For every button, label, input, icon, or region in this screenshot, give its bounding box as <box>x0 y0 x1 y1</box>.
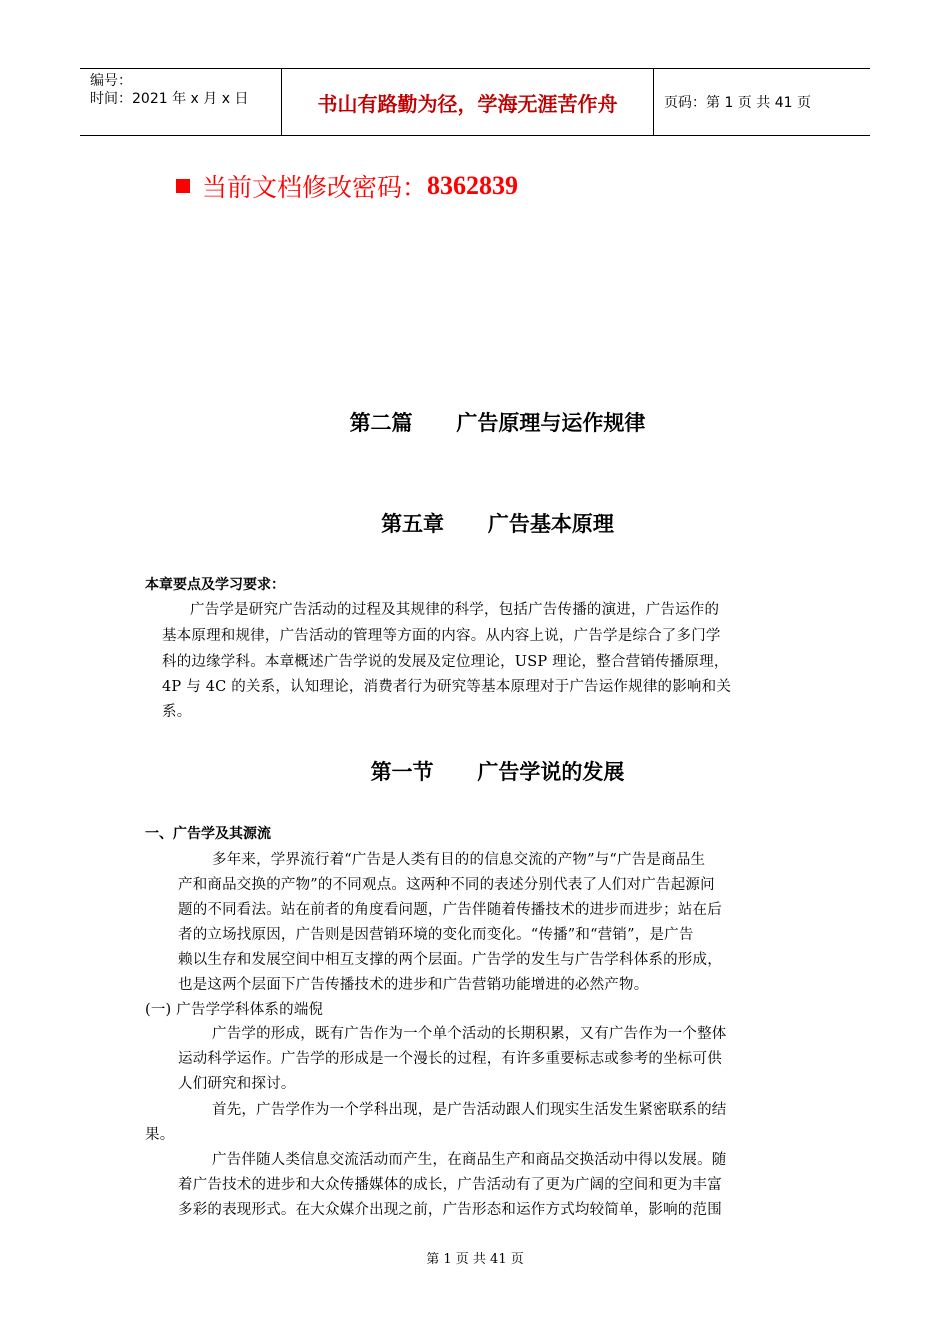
sub-item-heading: (一) 广告学学科体系的端倪 <box>145 1002 324 1018</box>
intro-line: 广告学是研究广告活动的过程及其规律的科学，包括广告传播的演进，广告运作的 <box>190 602 720 618</box>
body-line: 赖以生存和发展空间中相互支撑的两个层面。广告学的发生与广告学科体系的形成， <box>178 952 722 968</box>
body-line: 运动科学运作。广告学的形成是一个漫长的过程，有许多重要标志或参考的坐标可供 <box>178 1051 722 1067</box>
header-meta <box>80 69 282 135</box>
body-line: 多彩的表现形式。在大众媒介出现之前，广告形态和运作方式均较简单，影响的范围 <box>178 1202 722 1218</box>
header-motto: 书山有路勤为径，学海无涯苦作舟 <box>282 69 654 135</box>
number-label: 编号： <box>90 73 132 89</box>
body-line: 者的立场找原因，广告则是因营销环境的变化而变化。“传播”和“营销”，是广告 <box>178 927 694 943</box>
body-line: 题的不同看法。站在前者的角度看问题，广告伴随着传播技术的进步而进步；站在后 <box>178 902 722 918</box>
intro-line: 基本原理和规律，广告活动的管理等方面的内容。从内容上说，广告学是综合了多门学 <box>162 628 721 644</box>
intro-line: 系。 <box>162 704 192 720</box>
square-bullet-icon <box>176 179 190 193</box>
body-line: 着广告技术的进步和大众传播媒体的成长，广告活动有了更为广阔的空间和更为丰富 <box>178 1177 722 1193</box>
password-notice <box>176 168 518 204</box>
body-line: 果。 <box>145 1127 175 1143</box>
body-line: 也是这两个层面下广告传播技术的进步和广告营销功能增进的必然产物。 <box>178 977 649 993</box>
header-page-info: 页码：第 1 页 共 41 页 <box>664 95 811 111</box>
document-header <box>80 68 870 136</box>
body-line: 产和商品交换的产物”的不同观点。这两种不同的表述分别代表了人们对广告起源问 <box>178 877 715 893</box>
section-title: 第一节 广告学说的发展 <box>370 760 625 784</box>
password-prefix: 当前文档修改密码： <box>202 173 428 202</box>
body-line: 多年来，学界流行着“广告是人类有目的的信息交流的产物”与“广告是商品生 <box>212 852 706 868</box>
intro-line: 科的边缘学科。本章概述广告学说的发展及定位理论，USP 理论，整合营销传播原理， <box>162 654 729 670</box>
page-footer: 第 1 页 共 41 页 <box>426 1252 524 1267</box>
chapter-title: 第五章 广告基本原理 <box>381 512 614 536</box>
body-line: 首先，广告学作为一个学科出现，是广告活动跟人们现实生活发生紧密联系的结 <box>212 1102 727 1118</box>
password-code: 8362839 <box>427 171 519 200</box>
date-label: 时间：2021 年 x 月 x 日 <box>90 91 249 107</box>
part-title: 第二篇 广告原理与运作规律 <box>349 411 646 435</box>
subsection-heading: 一、广告学及其源流 <box>145 826 271 842</box>
body-line: 广告伴随人类信息交流活动而产生，在商品生产和商品交换活动中得以发展。随 <box>212 1152 727 1168</box>
body-line: 广告学的形成，既有广告作为一个单个活动的长期积累，又有广告作为一个整体 <box>212 1026 727 1042</box>
key-points-label: 本章要点及学习要求： <box>145 577 285 593</box>
body-line: 人们研究和探讨。 <box>178 1076 296 1092</box>
intro-line: 4P 与 4C 的关系，认知理论，消费者行为研究等基本原理对于广告运作规律的影响和关 <box>162 679 732 695</box>
